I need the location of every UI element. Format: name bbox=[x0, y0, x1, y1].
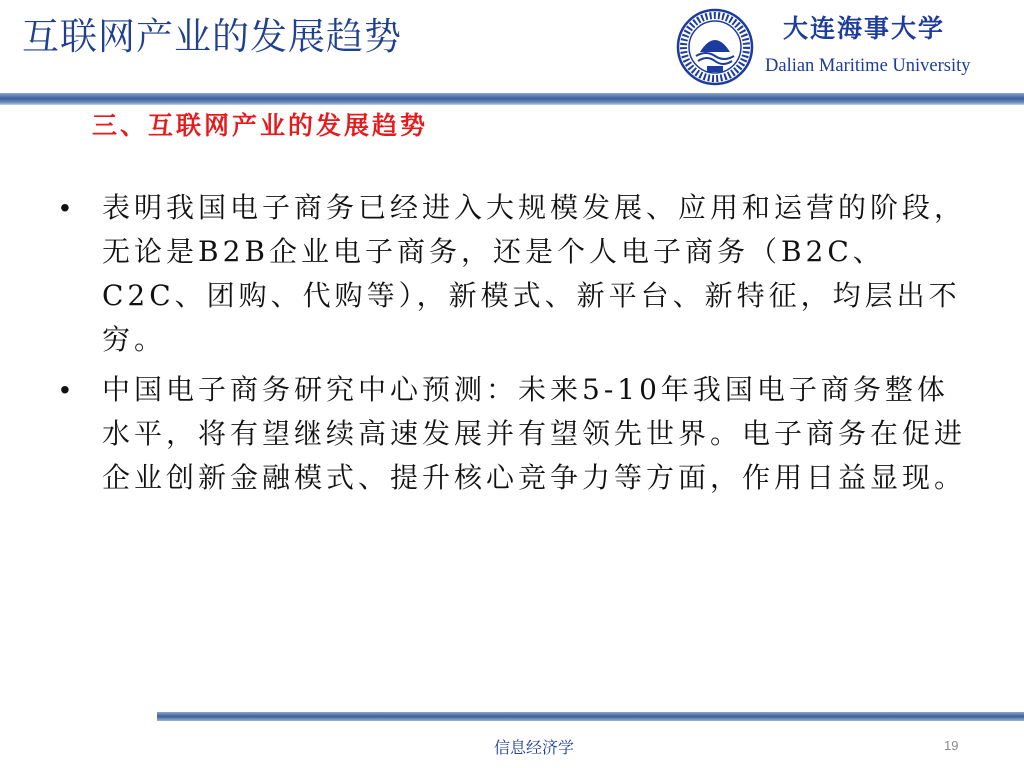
page-number: 19 bbox=[944, 738, 959, 753]
bullet-item bbox=[60, 368, 980, 500]
university-name-en: Dalian Maritime University bbox=[765, 56, 971, 76]
bullet-marker: • bbox=[60, 192, 74, 223]
bullet-marker: • bbox=[60, 374, 74, 405]
footer-course-name: 信息经济学 bbox=[494, 738, 575, 757]
bullet-text: 表明我国电子商务已经进入大规模发展、应用和运营的阶段，无论是B2B企业电子商务，还是个人电子商务（B2C、C2C、团购、代购等），新模式、新平台、新特征，均层出不穷。 bbox=[102, 191, 967, 356]
slide-title: 互联网产业的发展趋势 bbox=[22, 15, 402, 58]
university-seal-icon bbox=[676, 8, 754, 86]
header-divider bbox=[0, 93, 1024, 105]
footer-divider bbox=[157, 712, 1024, 721]
university-name-cn: 大连海事大学 bbox=[783, 14, 946, 43]
bullet-item bbox=[60, 186, 980, 362]
bullet-list bbox=[60, 186, 980, 506]
section-heading: 三、互联网产业的发展趋势 bbox=[92, 111, 429, 140]
bullet-text: 中国电子商务研究中心预测：未来5-10年我国电子商务整体水平，将有望继续高速发展并有望领先世界。电子商务在促进企业创新金融模式、提升核心竞争力等方面，作用日益显现。 bbox=[102, 373, 967, 494]
